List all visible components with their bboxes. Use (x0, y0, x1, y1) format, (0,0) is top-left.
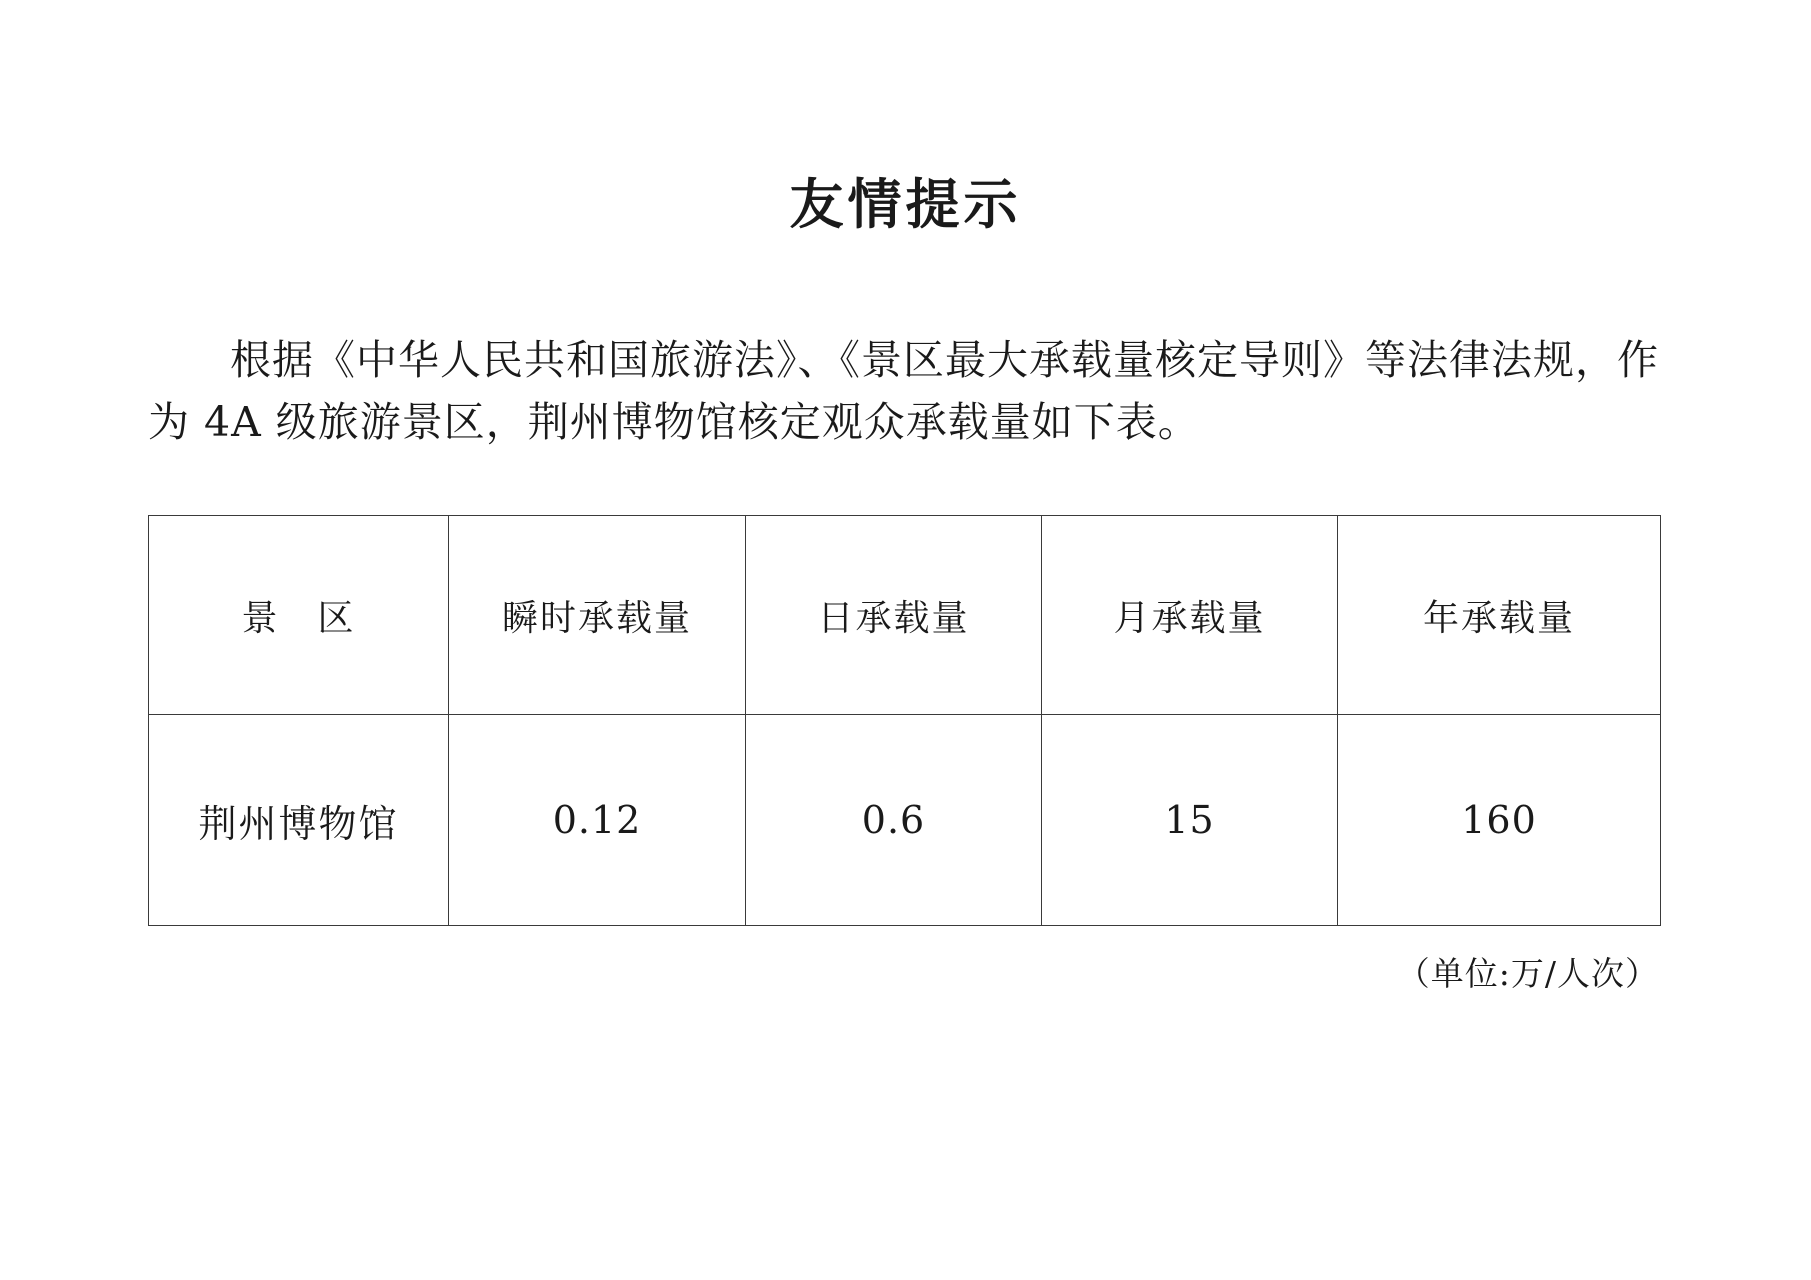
page-title: 友情提示 (789, 172, 1022, 236)
cell-yearly-capacity: 160 (1338, 715, 1661, 926)
cell-daily-capacity: 0.6 (746, 715, 1042, 926)
body-paragraph: 根据《中华人民共和国旅游法》、《景区最大承载量核定导则》等法律法规，作为 4A 级旅游景区，荆州博物馆核定观众承载量如下表。 (148, 335, 1659, 447)
unit-note: （单位:万/人次） (1396, 954, 1659, 994)
capacity-table (148, 515, 1661, 926)
column-header-instant-capacity: 瞬时承载量 (449, 516, 746, 715)
cell-instant-capacity: 0.12 (449, 715, 746, 926)
table-row (149, 715, 1661, 926)
column-header-monthly-capacity: 月承载量 (1042, 516, 1338, 715)
table-header-row (149, 516, 1661, 715)
capacity-table-wrapper (0, 453, 1811, 926)
cell-monthly-capacity: 15 (1042, 715, 1338, 926)
column-header-yearly-capacity: 年承载量 (1338, 516, 1661, 715)
column-header-daily-capacity: 日承载量 (746, 516, 1042, 715)
cell-scenic-area: 荆州博物馆 (149, 715, 449, 926)
column-header-scenic-area: 景 区 (149, 516, 449, 715)
